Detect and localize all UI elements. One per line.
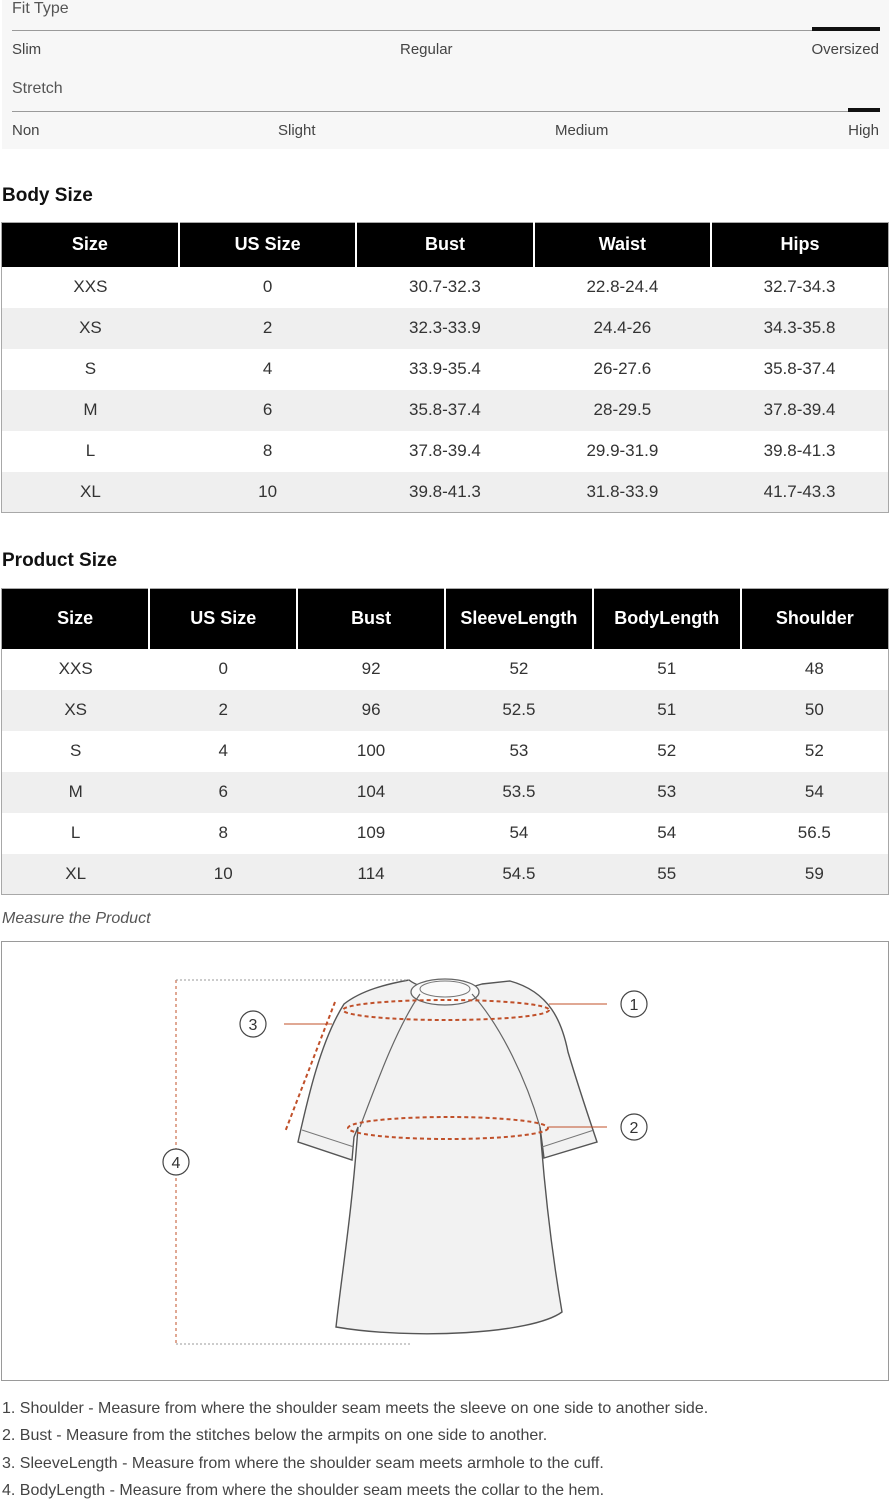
table-cell: 104: [297, 772, 445, 813]
product-size-table: [1, 588, 889, 895]
callout-3: [240, 1011, 266, 1037]
table-cell: 52: [593, 731, 741, 772]
fit-type-title: Fit Type: [12, 0, 69, 17]
table-cell: 32.3-33.9: [356, 308, 533, 349]
table-cell: 37.8-39.4: [711, 390, 888, 431]
table-cell: 8: [149, 813, 297, 854]
table-row: [2, 267, 889, 308]
table-cell: L: [2, 431, 179, 472]
table-cell: 54.5: [445, 854, 593, 895]
table-cell: 2: [179, 308, 356, 349]
table-row: [2, 431, 889, 472]
measurement-diagram: [1, 941, 889, 1381]
product-size-header-shoulder: Shoulder: [741, 589, 889, 649]
stretch-scale-line: [12, 111, 880, 112]
table-cell: 39.8-41.3: [711, 431, 888, 472]
table-row: [2, 772, 889, 813]
table-cell: 51: [593, 690, 741, 731]
table-row: [2, 390, 889, 431]
callout-1-label: 1: [629, 997, 639, 1014]
table-cell: M: [2, 390, 179, 431]
table-cell: 30.7-32.3: [356, 267, 533, 308]
table-cell: 51: [593, 649, 741, 690]
table-cell: 50: [741, 690, 889, 731]
measurement-notes: [2, 1395, 708, 1500]
table-cell: 33.9-35.4: [356, 349, 533, 390]
body-size-header-us-size: US Size: [179, 223, 356, 267]
tshirt-illustration: [2, 942, 888, 1380]
fit-type-label-slim: Slim: [12, 41, 42, 58]
table-row: [2, 308, 889, 349]
table-cell: 96: [297, 690, 445, 731]
table-cell: 2: [149, 690, 297, 731]
table-row: [2, 690, 889, 731]
table-cell: 56.5: [741, 813, 889, 854]
stretch-selected-marker: [848, 108, 880, 112]
table-cell: XL: [2, 472, 179, 513]
table-cell: XL: [2, 854, 150, 895]
table-cell: XS: [2, 308, 179, 349]
table-cell: 114: [297, 854, 445, 895]
table-cell: 53: [593, 772, 741, 813]
callout-4-label: 4: [171, 1155, 181, 1172]
fit-type-selected-marker: [812, 27, 880, 31]
product-size-header-body-length: BodyLength: [593, 589, 741, 649]
tshirt-shape: [298, 980, 597, 1334]
body-size-header-bust: Bust: [356, 223, 533, 267]
table-cell: 0: [179, 267, 356, 308]
table-cell: 4: [179, 349, 356, 390]
callout-4: [163, 1149, 189, 1175]
note-body-length: 4. BodyLength - Measure from where the shoulder seam meets the collar to the hem.: [2, 1481, 605, 1499]
table-cell: 22.8-24.4: [534, 267, 711, 308]
table-cell: L: [2, 813, 150, 854]
stretch-label-non: Non: [12, 122, 40, 139]
stretch-label-high: High: [848, 122, 879, 139]
fit-type-label-oversized: Oversized: [811, 41, 879, 58]
table-row: [2, 813, 889, 854]
table-cell: S: [2, 349, 179, 390]
table-row: [2, 472, 889, 513]
callout-3-label: 3: [248, 1017, 258, 1034]
table-cell: 54: [445, 813, 593, 854]
table-cell: 0: [149, 649, 297, 690]
table-cell: 41.7-43.3: [711, 472, 888, 513]
body-size-header-hips: Hips: [711, 223, 888, 267]
fit-stretch-panel: [2, 0, 889, 149]
table-cell: 6: [179, 390, 356, 431]
table-cell: 52.5: [445, 690, 593, 731]
table-cell: XXS: [2, 649, 150, 690]
body-size-header-waist: Waist: [534, 223, 711, 267]
note-bust: 2. Bust - Measure from the stitches below the armpits on one side to another.: [2, 1427, 548, 1445]
body-size-table: [1, 222, 889, 513]
table-cell: 54: [741, 772, 889, 813]
table-cell: 10: [149, 854, 297, 895]
table-cell: 37.8-39.4: [356, 431, 533, 472]
table-cell: 92: [297, 649, 445, 690]
table-row: [2, 349, 889, 390]
table-cell: 35.8-37.4: [711, 349, 888, 390]
table-cell: 100: [297, 731, 445, 772]
table-cell: 8: [179, 431, 356, 472]
note-sleeve-length: 3. SleeveLength - Measure from where the shoulder seam meets armhole to the cuff.: [2, 1454, 604, 1472]
product-size-header-row: [2, 589, 889, 649]
table-cell: 10: [179, 472, 356, 513]
table-row: [2, 731, 889, 772]
table-row: [2, 649, 889, 690]
table-cell: 31.8-33.9: [534, 472, 711, 513]
table-cell: 54: [593, 813, 741, 854]
note-shoulder: 1. Shoulder - Measure from where the shoulder seam meets the sleeve on one side to another side.: [2, 1400, 709, 1417]
stretch-title: Stretch: [12, 80, 63, 97]
callout-2: [621, 1114, 647, 1140]
product-size-title: Product Size: [2, 550, 118, 571]
fit-type-scale-line: [12, 30, 880, 31]
fit-type-label-regular: Regular: [400, 41, 453, 58]
product-size-header-size: Size: [2, 589, 150, 649]
table-cell: 26-27.6: [534, 349, 711, 390]
table-cell: XS: [2, 690, 150, 731]
table-cell: 53.5: [445, 772, 593, 813]
table-cell: 52: [741, 731, 889, 772]
table-row: [2, 854, 889, 895]
callout-1: [621, 991, 647, 1017]
stretch-label-slight: Slight: [278, 122, 316, 139]
table-cell: 28-29.5: [534, 390, 711, 431]
table-cell: 24.4-26: [534, 308, 711, 349]
table-cell: 109: [297, 813, 445, 854]
stretch-label-medium: Medium: [555, 122, 609, 139]
callout-2-label: 2: [629, 1120, 639, 1137]
table-cell: 59: [741, 854, 889, 895]
body-size-title: Body Size: [2, 185, 93, 206]
measure-caption: Measure the Product: [2, 910, 151, 927]
table-cell: XXS: [2, 267, 179, 308]
product-size-header-sleeve-length: SleeveLength: [445, 589, 593, 649]
table-cell: 48: [741, 649, 889, 690]
table-cell: 53: [445, 731, 593, 772]
table-cell: 55: [593, 854, 741, 895]
table-cell: M: [2, 772, 150, 813]
table-cell: 6: [149, 772, 297, 813]
table-cell: 39.8-41.3: [356, 472, 533, 513]
product-size-header-bust: Bust: [297, 589, 445, 649]
table-cell: 4: [149, 731, 297, 772]
table-cell: 52: [445, 649, 593, 690]
table-cell: 35.8-37.4: [356, 390, 533, 431]
product-size-header-us-size: US Size: [149, 589, 297, 649]
table-cell: S: [2, 731, 150, 772]
table-cell: 29.9-31.9: [534, 431, 711, 472]
body-size-header-size: Size: [2, 223, 179, 267]
body-size-header-row: [2, 223, 889, 267]
table-cell: 34.3-35.8: [711, 308, 888, 349]
table-cell: 32.7-34.3: [711, 267, 888, 308]
